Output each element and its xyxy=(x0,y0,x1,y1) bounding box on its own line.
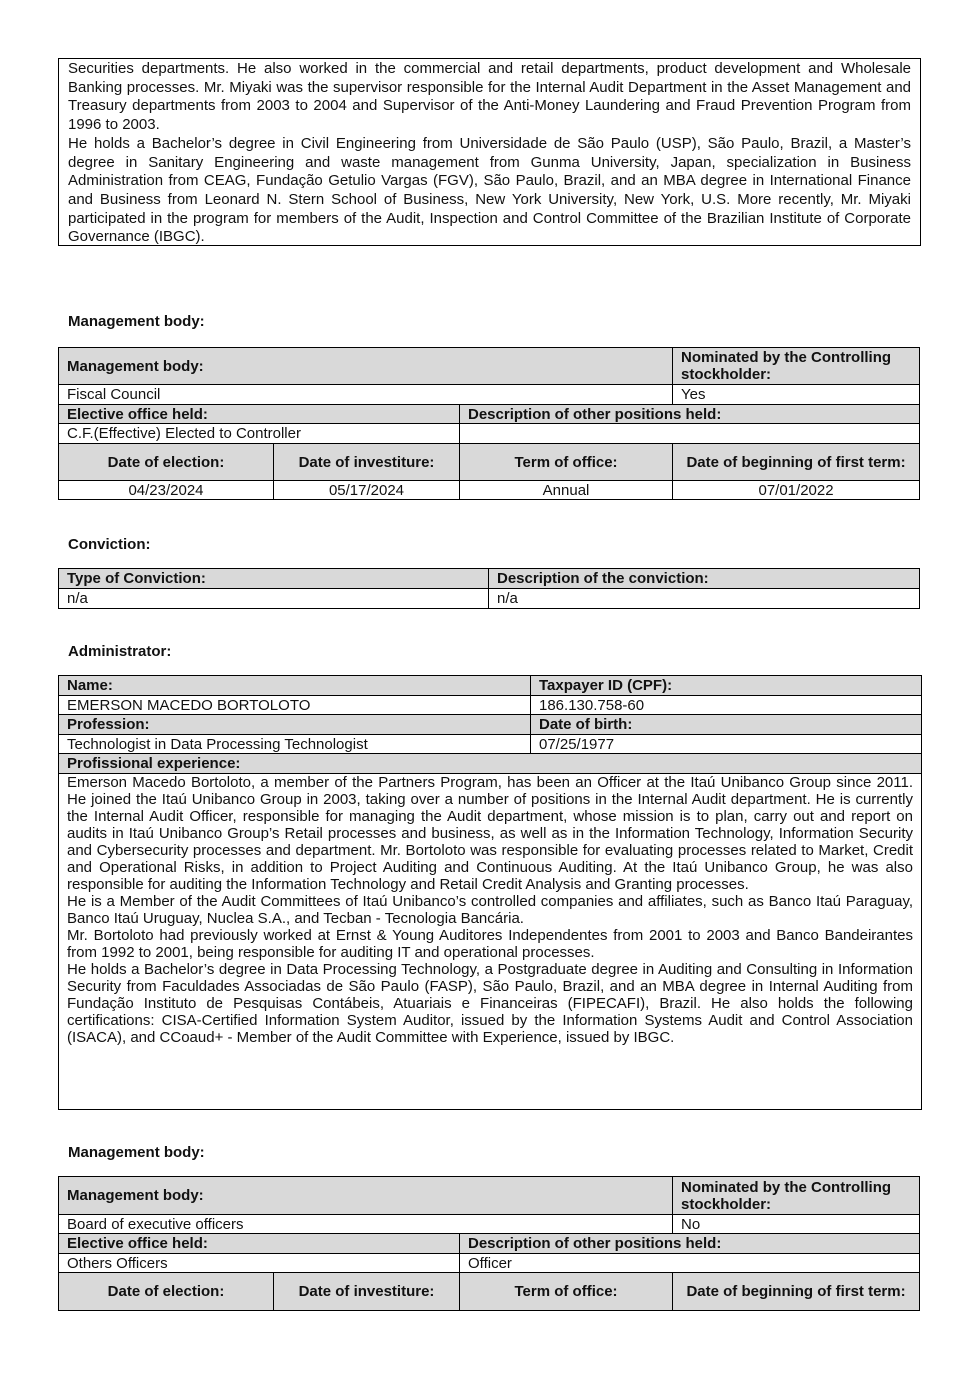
conviction-type-value: n/a xyxy=(59,589,489,609)
management-body-label: Management body: xyxy=(59,1177,673,1215)
date-investiture-value: 05/17/2024 xyxy=(274,481,460,500)
other-positions-value: Officer xyxy=(460,1254,920,1273)
conviction-type-label: Type of Conviction: xyxy=(59,569,489,589)
elective-office-value: Others Officers xyxy=(59,1254,460,1273)
other-positions-value xyxy=(460,424,920,444)
taxpayer-value: 186.130.758-60 xyxy=(531,696,922,715)
management-body-value: Fiscal Council xyxy=(59,385,673,405)
date-first-term-label: Date of beginning of first term: xyxy=(673,1273,920,1311)
section-title-conviction: Conviction: xyxy=(68,536,151,553)
date-first-term-label: Date of beginning of first term: xyxy=(673,444,920,481)
date-election-value: 04/23/2024 xyxy=(59,481,274,500)
taxpayer-label: Taxpayer ID (CPF): xyxy=(531,676,922,696)
section-title-administrator: Administrator: xyxy=(68,643,172,660)
other-positions-label: Description of other positions held: xyxy=(460,405,920,424)
date-first-term-value: 07/01/2022 xyxy=(673,481,920,500)
term-office-label: Term of office: xyxy=(460,444,673,481)
elective-office-label: Elective office held: xyxy=(59,1234,460,1254)
other-positions-label: Description of other positions held: xyxy=(460,1234,920,1254)
nominated-value: No xyxy=(673,1215,920,1234)
birth-label: Date of birth: xyxy=(531,715,922,735)
experience-paragraph: Emerson Macedo Bortoloto, a member of the Partners Program, has been an Officer at the Itaú Unibanco Group since 2011. He joined the Itaú Unibanco Group in 2003, taking over a number of positions in the Internal Audit department. He is currently the Internal Audit Officer, responsible for managing the Audit department, whose mission is to plan, carry out and report on audits in Itaú Unibanco Group’s Retail processes and business, as well as in the Information Technology, Information Security and Cybersecurity processes and department. Mr. Bortoloto was responsible for evaluating processes related to Market, Credit and Operational Risks, in addition to Project Auditing and Continuous Auditing. At the Itaú Unibanco Group, he was also responsible for auditing the Information Technology and Retail Credit Analysis and Granting processes. xyxy=(67,774,913,893)
experience-paragraph: He holds a Bachelor’s degree in Data Processing Technology, a Postgraduate degree in Auditing and Consulting in Information Security from Faculdades Associadas de São Paulo (FASP), São Paulo, Brazil, and an MBA degree in Internal Auditing from Fundação Instituto de Pesquisas Contábeis, Atuariais e Financeiras (FIPECAFI), Brazil. He also holds the following certifications: CISA-Certified Information System Auditor, issued by the Information Systems Audit and Control Association (ISACA), and CCoaud+ - Member of the Audit Committee with Experience, issued by IBGC. xyxy=(67,961,913,1046)
term-office-value: Annual xyxy=(460,481,673,500)
management-body-table xyxy=(58,347,920,500)
experience-label: Profissional experience: xyxy=(59,754,922,774)
birth-value: 07/25/1977 xyxy=(531,735,922,754)
profession-label: Profession: xyxy=(59,715,531,735)
conviction-table xyxy=(58,568,920,609)
nominated-label: Nominated by the Controlling stockholder: xyxy=(673,1177,920,1215)
elective-office-value: C.F.(Effective) Elected to Controller xyxy=(59,424,460,444)
date-election-label: Date of election: xyxy=(59,444,274,481)
name-label: Name: xyxy=(59,676,531,696)
nominated-value: Yes xyxy=(673,385,920,405)
elective-office-label: Elective office held: xyxy=(59,405,460,424)
section-title-management-body: Management body: xyxy=(68,313,205,330)
experience-text xyxy=(59,774,922,1110)
management-body-value: Board of executive officers xyxy=(59,1215,673,1234)
experience-paragraph: Mr. Bortoloto had previously worked at Ernst & Young Auditores Independentes from 2001 to 2003 and Banco Bandeirantes from 1992 to 2001, being responsible for auditing IT and operational processes. xyxy=(67,927,913,961)
section-title-management-body-2: Management body: xyxy=(68,1144,205,1161)
previous-experience-box xyxy=(58,58,921,246)
profession-value: Technologist in Data Processing Technologist xyxy=(59,735,531,754)
name-value: EMERSON MACEDO BORTOLOTO xyxy=(59,696,531,715)
nominated-label: Nominated by the Controlling stockholder: xyxy=(673,348,920,385)
education-paragraph: He holds a Bachelor’s degree in Civil Engineering from Universidade de São Paulo (USP), São Paulo, Brazil, a Master’s degree in Sanitary Engineering and waste management from Gunma University, Japan, specialization in Business Administration from CEAG, Fundação Getulio Vargas (FGV), São Paulo, Brazil, and an MBA degree in International Finance and Business from Leonard N. Stern School of Business, New York University, New York, U.S. More recently, Mr. Miyaki participated in the program for members of the Audit, Inspection and Control Committee of the Brazilian Institute of Corporate Governance (IBGC). xyxy=(68,134,911,246)
date-election-label: Date of election: xyxy=(59,1273,274,1311)
conviction-description-label: Description of the conviction: xyxy=(489,569,920,589)
administrator-table xyxy=(58,675,922,1110)
date-investiture-label: Date of investiture: xyxy=(274,444,460,481)
experience-paragraph: He is a Member of the Audit Committees of Itaú Unibanco’s controlled companies and affiliates, such as Banco Itaú Paraguay, Banco Itaú Uruguay, Nuclea S.A., and Tecban - Tecnologia Bancária. xyxy=(67,893,913,927)
experience-paragraph: Securities departments. He also worked in the commercial and retail departments, product development and Wholesale Banking processes. Mr. Miyaki was the supervisor responsible for the Internal Audit Department in the Asset Management and Treasury departments from 2003 to 2004 and Supervisor of the Anti-Money Laundering and Fraud Prevention Program from 1996 to 2003. xyxy=(68,60,911,134)
management-body-label: Management body: xyxy=(59,348,673,385)
conviction-description-value: n/a xyxy=(489,589,920,609)
date-investiture-label: Date of investiture: xyxy=(274,1273,460,1311)
term-office-label: Term of office: xyxy=(460,1273,673,1311)
management-body-table-2 xyxy=(58,1176,920,1311)
